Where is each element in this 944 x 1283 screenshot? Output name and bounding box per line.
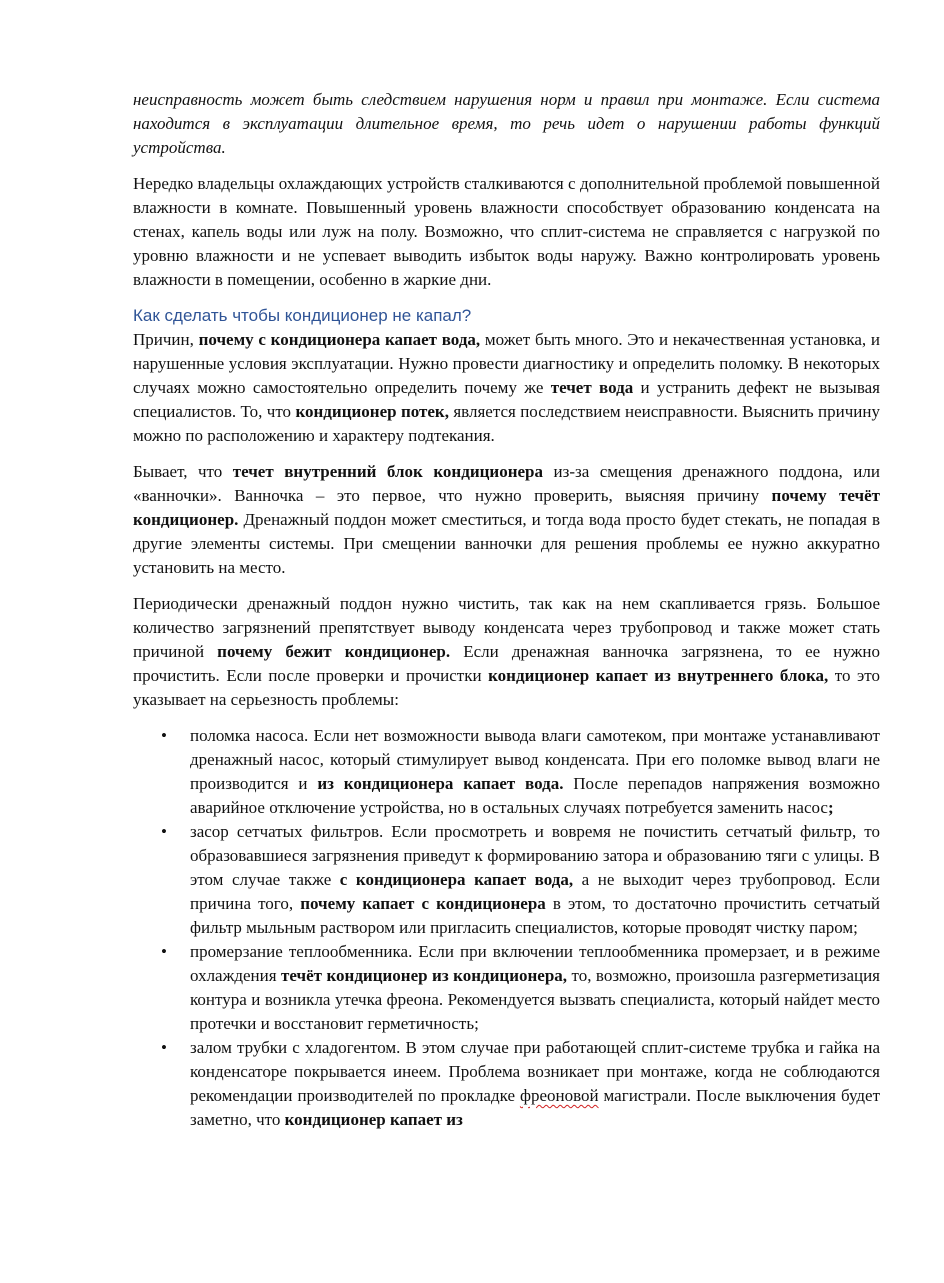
bold-run: почему течёт кондиционер. (133, 486, 880, 529)
bold-run: с кондиционера капает вода, (339, 870, 574, 889)
text-run: может быть много. Это и некачественная установка, и нарушенные условия эксплуатации. Нужно провести диагностику и определить поломку. В некоторых случаях можно самостоятельно определить почему же (133, 330, 880, 397)
intro-paragraph: неисправность может быть следствием нарушения норм и правил при монтаже. Если система находится в эксплуатации длительное время, то речь идет о нарушении работы функций устройства. (133, 90, 880, 157)
bullet-icon: • (161, 1038, 167, 1057)
list-item (133, 820, 880, 940)
text-run: залом трубки с хладогентом. В этом случае при работающей сплит-системе трубка и гайка на конденсаторе покрывается инеем. Проблема возникает при монтаже, когда не соблюдаются рекомендации производителей по прокладке (190, 1038, 880, 1105)
bold-run: кондиционер капает из внутреннего блока, (488, 666, 829, 685)
text-run: то это указывает на серьезность проблемы: (133, 666, 880, 709)
problems-list (133, 724, 880, 1132)
bullet-icon: • (161, 726, 167, 745)
list-item (133, 940, 880, 1036)
bold-run: кондиционер капает из (284, 1110, 463, 1129)
text-run: Если дренажная ванночка загрязнена, то ее нужно прочистить. Если после проверки и прочистки (133, 642, 880, 685)
bold-run: ; (827, 798, 834, 817)
humidity-paragraph: Нередко владельцы охлаждающих устройств сталкиваются с дополнительной проблемой повышенной влажности в комнате. Повышенный уровень влажности способствует образованию конденсата на стенах, капель воды или луж на полу. Возможно, что сплит-система не справляется с нагрузкой по уровню влажности и не успевает выводить избыток воды наружу. Важно контролировать уровень влажности в помещении, особенно в жаркие дни. (133, 174, 880, 289)
text-run: в этом, то достаточно прочистить сетчатый фильтр мыльным раствором или пригласить специалистов, которые проводят чистку паром; (190, 894, 880, 937)
text-run: из-за смещения дренажного поддона, или «ванночки». Ванночка – это первое, что нужно проверить, выясняя причину (133, 462, 880, 505)
bold-run: течет внутренний блок кондиционера (232, 462, 543, 481)
bold-run: почему капает с кондиционера (300, 894, 546, 913)
text-run: то, возможно, произошла разгерметизация контура и возникла утечка фреона. Рекомендуется вызвать специалиста, который найдет место протечки и восстановит герметичность; (190, 966, 880, 1033)
section-heading: Как сделать чтобы кондиционер не капал? (133, 306, 472, 325)
text-run: магистрали. После выключения будет заметно, что (190, 1086, 880, 1129)
text-run: Дренажный поддон может сместиться, и тогда вода просто будет стекать, не попадая в другие элементы системы. При смещении ванночки для решения проблемы ее нужно аккуратно установить на место. (133, 510, 880, 577)
text-run: промерзание теплообменника. Если при включении теплообменника промерзает, и в режиме охлаждения (190, 942, 880, 985)
document-page (133, 88, 880, 1132)
text-run: и устранить дефект не вызывая специалистов. То, что (133, 378, 880, 421)
bold-run: почему с кондиционера капает вода, (198, 330, 481, 349)
spellcheck-underlined-word: фреоновой (519, 1086, 599, 1105)
bold-run: из кондиционера капает вода. (317, 774, 564, 793)
bold-run: течет вода (550, 378, 634, 397)
text-run: Периодически дренажный поддон нужно чистить, так как на нем скапливается грязь. Большое количество загрязнений препятствует выводу конденсата через трубопровод и также может стать причиной (133, 594, 880, 661)
text-run: поломка насоса. Если нет возможности вывода влаги самотеком, при монтаже устанавливают дренажный насос, который стимулирует вывод конденсата. При его поломке вывод влаги не производится и (190, 726, 880, 793)
text-run: является последствием неисправности. Выяснить причину можно по расположению и характеру подтекания. (133, 402, 880, 445)
bullet-icon: • (161, 822, 167, 841)
bold-run: почему бежит кондиционер. (217, 642, 451, 661)
text-run: засор сетчатых фильтров. Если просмотреть и вовремя не почистить сетчатый фильтр, то образовавшиеся загрязнения приведут к формированию затора и образованию тяги с улицы. В этом случае также (190, 822, 880, 889)
text-run: Причин, (133, 330, 199, 349)
text-run: Бывает, что (133, 462, 233, 481)
list-item (133, 724, 880, 820)
text-run: а не выходит через трубопровод. Если причина того, (190, 870, 880, 913)
paragraph-cleaning (133, 592, 880, 712)
list-item (133, 1036, 880, 1132)
bold-run: кондиционер потек, (295, 402, 449, 421)
bold-run: течёт кондиционер из кондиционера, (281, 966, 568, 985)
bullet-icon: • (161, 942, 167, 961)
text-run: После перепадов напряжения возможно аварийное отключение устройства, но в остальных случаях потребуется заменить насос (190, 774, 880, 817)
paragraph-causes (133, 328, 880, 448)
paragraph-tray (133, 460, 880, 580)
